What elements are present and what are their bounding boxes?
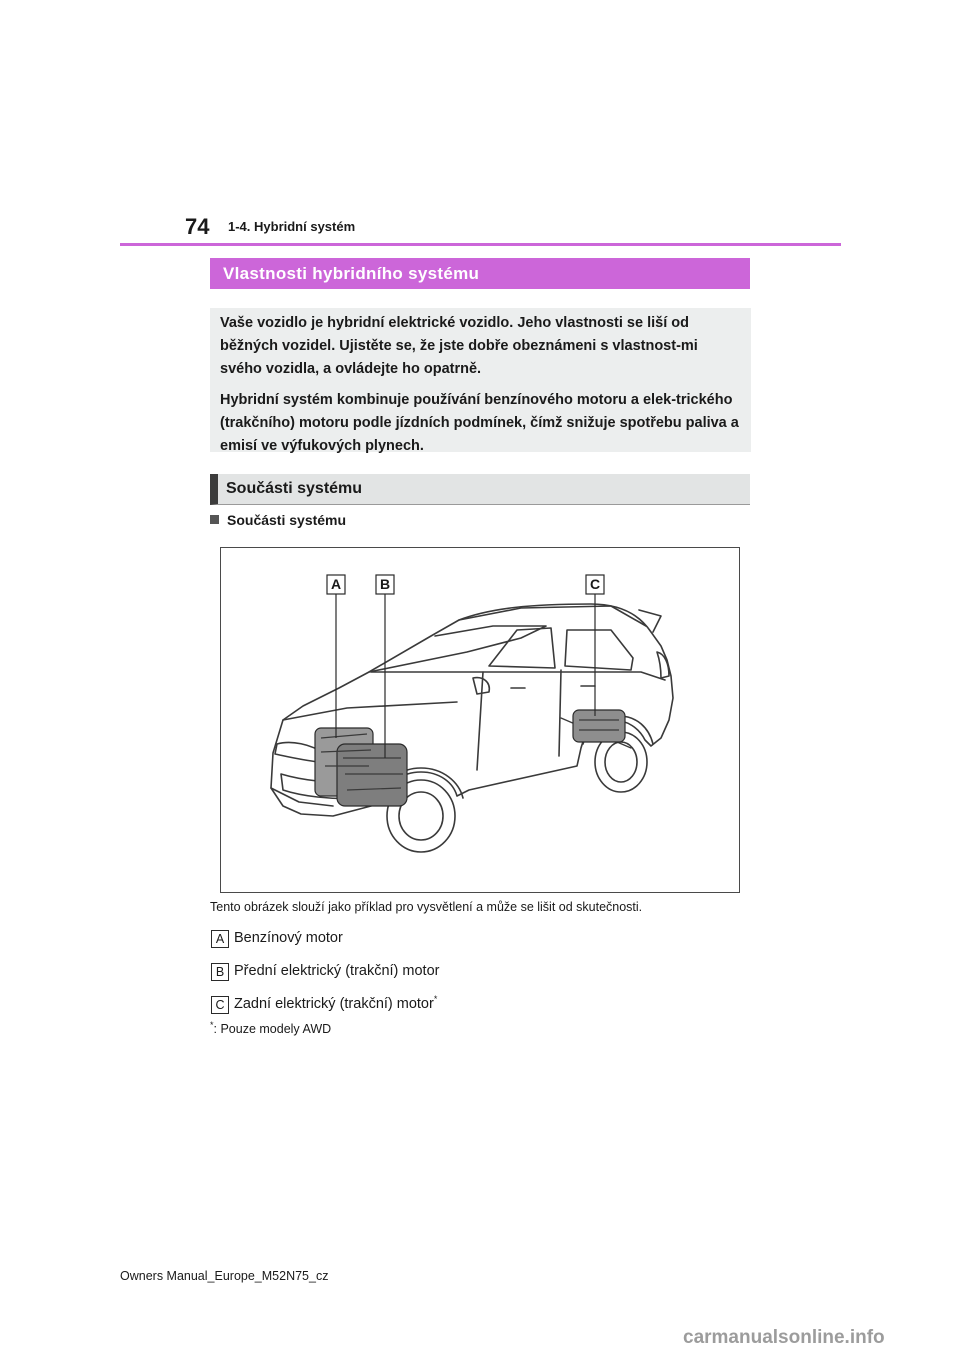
car-rear-door-line — [559, 670, 561, 756]
rear-motor-block — [573, 710, 625, 742]
rear-motor-assembly — [573, 710, 625, 742]
legend-text-a: Benzínový motor — [234, 929, 343, 946]
callout-label-a: A — [330, 576, 342, 592]
car-beltline — [371, 672, 665, 680]
header-rule — [120, 243, 841, 246]
legend-item-c — [211, 994, 437, 1014]
front-motor-block — [337, 744, 407, 806]
callout-label-b: B — [379, 576, 391, 592]
legend-item-b — [211, 961, 439, 981]
section-label: 1-4. Hybridní systém — [228, 219, 356, 234]
car-front-door-line — [477, 672, 483, 770]
legend-key-a: A — [211, 930, 229, 948]
callout-label-c: C — [589, 576, 601, 592]
footnote — [210, 1020, 331, 1036]
intro-paragraph-2: Hybridní systém kombinuje používání benzínového motoru a elek-trického (trakčního) motoru podle jízdních podmínek, čímž snižuje spotřebu paliva a emisí ve výfukových plynech. — [220, 392, 739, 454]
section-title-bar: Vlastnosti hybridního systému — [210, 258, 750, 289]
car-illustration — [221, 548, 739, 892]
legend-key-b: B — [211, 963, 229, 981]
legend-text-b: Přední elektrický (trakční) motor — [234, 962, 440, 979]
car-rear-side-window — [565, 630, 633, 670]
figure-frame — [220, 547, 740, 893]
callout-labels — [327, 575, 604, 594]
page-number: 74 — [185, 214, 210, 239]
bullet-heading — [210, 512, 346, 528]
legend-mark-c: * — [433, 994, 438, 1004]
legend-text-c: Zadní elektrický (trakční) motor — [234, 995, 434, 1012]
footnote-mark: * — [210, 1020, 214, 1030]
legend-item-a — [211, 928, 343, 948]
footer-document-id: Owners Manual_Europe_M52N75_cz — [120, 1269, 329, 1283]
car-windshield — [369, 626, 546, 672]
car-hood-line — [283, 702, 457, 720]
watermark: carmanualsonline.info — [683, 1327, 885, 1348]
car-side-window — [489, 628, 555, 668]
intro-paragraph-1: Vaše vozidlo je hybridní elektrické vozidlo. Jeho vlastnosti se liší od běžných vozidel. Ujistěte se, že jste dobře obeznámeni s vlastnost-mi svého vozidla, a ovládejte ho opatrně. — [220, 315, 698, 377]
footnote-text: : Pouze modely AWD — [213, 1022, 332, 1037]
car-tail-light — [657, 652, 669, 678]
car-rear-wheel-rim — [605, 742, 637, 782]
figure-caption: Tento obrázek slouží jako příklad pro vysvětlení a může se lišit od skutečnosti. — [210, 900, 643, 914]
bullet-square-icon — [210, 515, 219, 524]
subsection-bar: Součásti systému — [210, 474, 750, 505]
bullet-heading-text: Součásti systému — [227, 512, 347, 528]
engine-assembly — [315, 728, 407, 806]
legend-key-c: C — [211, 996, 229, 1014]
intro-box — [210, 308, 751, 452]
car-roof-line — [459, 606, 646, 626]
